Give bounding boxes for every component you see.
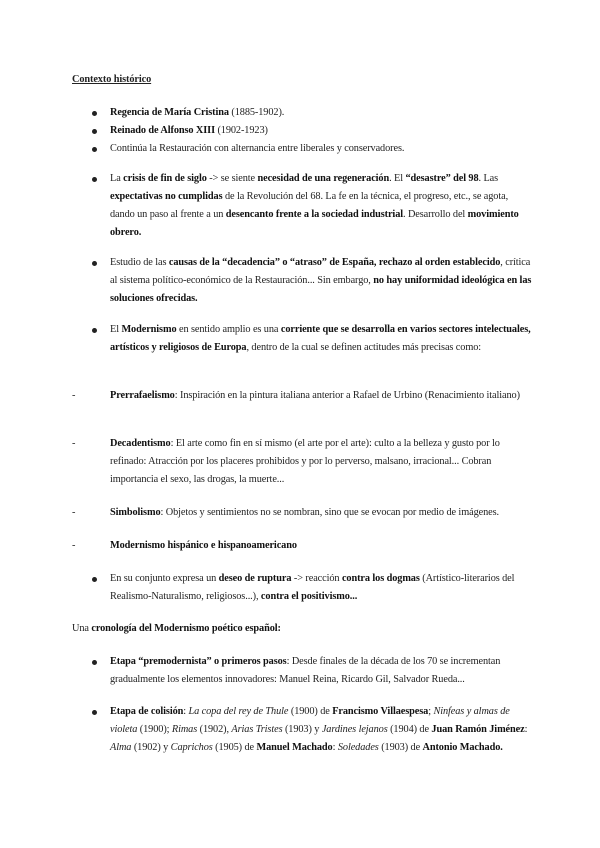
- bold-text: Francismo Villaespesa: [332, 706, 429, 717]
- text: : Inspiración en la pintura italiana anterior a Rafael de Urbino (Renacimiento italiano): [174, 390, 520, 401]
- bullet-icon: [92, 147, 97, 152]
- section-heading: Contexto histórico: [72, 74, 152, 85]
- bullet-item: [110, 140, 535, 158]
- bullet-item: [110, 170, 535, 242]
- paragraph: [72, 620, 532, 638]
- text: -> se siente: [206, 173, 258, 184]
- text: Una: [72, 623, 92, 634]
- bold-text: contra el positivismo...: [260, 591, 358, 602]
- dash-marker-icon: -: [72, 507, 76, 518]
- bullet-icon: [92, 129, 97, 134]
- italic-text: Soledades: [337, 742, 379, 753]
- dash-item: [72, 504, 535, 522]
- text: de la Revolución del 68. La fe en la técnica, el progreso, etc., se agota, dando un paso al frente a un: [110, 191, 509, 220]
- dash-item: [72, 387, 535, 405]
- text: :: [183, 706, 189, 717]
- bullet-icon: [92, 660, 97, 665]
- text: (Artístico-literarios del Realismo-Naturalismo, religiosos...),: [110, 573, 515, 602]
- bullet-icon: [92, 177, 97, 182]
- text: ;: [428, 706, 434, 717]
- bold-text: Decadentismo: [110, 438, 171, 449]
- bullet-item: [110, 703, 535, 757]
- bold-text: cronología del Modernismo poético español:: [91, 623, 281, 634]
- text: . Desarrollo del: [403, 209, 468, 220]
- text: : El arte como fin en sí mismo (el arte por el arte): culto a la belleza y gusto por lo refinado: Atracción por los placeres prohibidos y por lo perverso, malsano, irracional... Cobran importancia el sexo, las drogas, la muerte...: [110, 438, 500, 485]
- bullet-item: [110, 321, 535, 357]
- text: El: [110, 324, 122, 335]
- text: (1885-1902).: [228, 107, 285, 118]
- text: (1904) de: [387, 724, 432, 735]
- italic-text: La copa del rey de Thule: [188, 706, 289, 717]
- bold-text: expectativas no cumplidas: [110, 191, 223, 202]
- italic-text: Rimas: [171, 724, 198, 735]
- text: Estudio de las: [110, 257, 169, 268]
- bullet-item: [110, 653, 535, 689]
- text: en sentido amplio es una: [176, 324, 281, 335]
- text: : Objetos y sentimientos no se nombran, sino que se evocan por medio de imágenes.: [160, 507, 499, 518]
- bold-text: Prerrafaelismo: [110, 390, 175, 401]
- text: (1903) y: [282, 724, 322, 735]
- italic-text: Arias Tristes: [231, 724, 283, 735]
- bold-text: Antonio Machado.: [422, 742, 503, 753]
- italic-text: Ninfeas y almas de violeta: [110, 706, 510, 735]
- text: (1902),: [197, 724, 232, 735]
- text: (1900) de: [288, 706, 333, 717]
- bold-text: movimiento obrero.: [110, 209, 519, 238]
- text: (1903) de: [378, 742, 423, 753]
- bullet-icon: [92, 577, 97, 582]
- bold-text: contra los dogmas: [341, 573, 420, 584]
- bullet-icon: [92, 328, 97, 333]
- bullet-item: [110, 122, 535, 140]
- text: Continúa la Restauración con alternancia entre liberales y conservadores.: [110, 143, 405, 154]
- text: . Las: [478, 173, 499, 184]
- italic-text: Jardines lejanos: [321, 724, 388, 735]
- bold-text: crisis de fin de siglo: [123, 173, 207, 184]
- text: -> reacción: [291, 573, 342, 584]
- text: , crítica al sistema político-económico de la Restauración... Sin embargo,: [110, 257, 531, 286]
- text: La: [110, 173, 124, 184]
- text: (1902) y: [131, 742, 171, 753]
- text: : Desde finales de la década de los 70 se incrementan gradualmente los elementos innovadores: Manuel Reina, Ricardo Gil, Salvador Rueda...: [110, 656, 501, 685]
- bullet-icon: [92, 710, 97, 715]
- bullet-item: [110, 104, 535, 122]
- dash-item: [72, 537, 535, 555]
- bold-text: Etapa “premodernista” o primeros pasos: [110, 656, 287, 667]
- bold-text: deseo de ruptura: [218, 573, 292, 584]
- bold-text: Manuel Machado: [256, 742, 333, 753]
- bold-text: Reinado de Alfonso XIII: [110, 125, 215, 136]
- dash-item: [72, 435, 535, 489]
- bold-text: Etapa de colisión: [110, 706, 184, 717]
- dash-marker-icon: -: [72, 390, 76, 401]
- bold-text: Modernismo: [121, 324, 177, 335]
- text: En su conjunto expresa un: [110, 573, 219, 584]
- text: , dentro de la cual se definen actitudes más precisas como:: [246, 342, 482, 353]
- bullet-item: [110, 254, 535, 308]
- bold-text: Simbolismo: [110, 507, 161, 518]
- bold-text: “desastre” del 98: [405, 173, 479, 184]
- bold-text: Modernismo hispánico e hispanoamericano: [110, 540, 297, 551]
- bullet-icon: [92, 111, 97, 116]
- bold-text: Regencia de María Cristina: [110, 107, 229, 118]
- text: (1900);: [137, 724, 172, 735]
- bold-text: no hay uniformidad ideológica en las soluciones ofrecidas.: [110, 275, 532, 304]
- text: (1905) de: [212, 742, 257, 753]
- dash-marker-icon: -: [72, 540, 76, 551]
- bold-text: Juan Ramón Jiménez: [431, 724, 525, 735]
- bold-text: necesidad de una regeneración: [257, 173, 390, 184]
- text: :: [332, 742, 338, 753]
- bold-text: corriente que se desarrolla en varios sectores intelectuales, artísticos y religiosos de Europa: [110, 324, 531, 353]
- text: . El: [389, 173, 406, 184]
- italic-text: Alma: [110, 742, 132, 753]
- bold-text: causas de la “decadencia” o “atraso” de España, rechazo al orden establecido: [168, 257, 501, 268]
- bold-text: desencanto frente a la sociedad industrial: [225, 209, 404, 220]
- text: :: [524, 724, 528, 735]
- dash-marker-icon: -: [72, 438, 76, 449]
- italic-text: Caprichos: [170, 742, 213, 753]
- bullet-icon: [92, 261, 97, 266]
- bullet-item: [110, 570, 535, 606]
- text: (1902-1923): [214, 125, 268, 136]
